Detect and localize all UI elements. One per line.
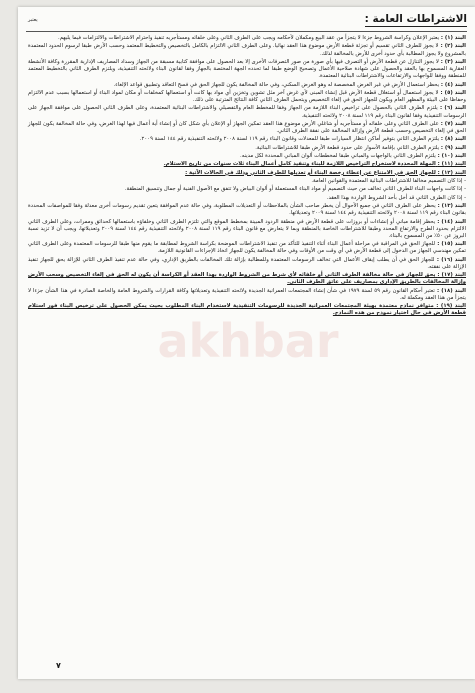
list-item: - إذا كان التصميم مخالفا للاشتراطات البنائية المعتمدة والقوانين العامة. [311, 178, 466, 185]
list-item: - إذا كانت واجهات البناء للطرف الثاني تخالف من حيث التصميم أو مواد البناء المستعملة أو ألوان البياض ولا تتفق مع الأصول الفنية أو جمال وتنسيق المنطقة. [124, 186, 466, 193]
clause-4: البند (٤) :يحظر استعمال الأرض في غير الغرض المخصصة له وهو الغرض السكني، وفي حالة المخالفة يكون للجهاز الحق في فسخ التعاقد وتطبيق قواعد الإلغاء. [113, 81, 466, 88]
clause-1: البند (١) :يعتبر الإعلان وكراسة الشروط جزءا لا يتجزأ من عقد البيع ومكملان لأحكامه ويجب على الطرف الثاني وعلى خلفائه ومستأجريه تنفيذ واحترام الاشتراطات والالتزامات فيما يليهم. [58, 35, 466, 41]
clause-17: البند (١٧) :يحق للجهاز في حالة مخالفة الطرف الثاني أو خلفائه لأي شرط من الشروط الواردة بهذا العقد أو الكراسة أن يكون له الحق في إلغاء التخصيص وسحب الأرض وإزالة المخالفات بالطريق الإداري بمصاريف على عاتق الطرف الثاني. [28, 272, 466, 286]
section-title: الاشتراطات العامة : [364, 13, 467, 25]
clause-18: البند (١٨) :تعتبر أحكام القانون رقم ٥٩ لسنة ١٩٧٩ في شأن إنشاء المجتمعات العمرانية الجديدة ولائحته التنفيذية وتعديلاتها وكافة القرارات والشروط العامة والخاصة الصادرة في هذا الشأن جزءا لا يتجزأ من هذا العقد ومكملة له. [28, 287, 466, 301]
clause-7: البند (٧) :على الطرف الثاني وعلى خلفائه أو مستأجريه أو شاغلي الأرض موضوع هذا العقد تمكين الجهاز أو الإعلان بأي شكل كان أو إنشاء أية أعمال فيها لهذا الغرض، وفي حالة المخالفة يكون للجهاز الحق في إلغاء التخصيص وحسب قطعة الأرض وإزالة المخالفة على نفقة الطرف الثاني. [28, 120, 466, 134]
clause-10: البند (١٠) :يلتزم الطرف الثاني بالواجهات والمباني طبقا لمخططات ألوان المباني المحددة لكل مدينه. [240, 153, 466, 160]
clause-8: البند (٨) :يلتزم الطرف الثاني بتوفير أماكن انتظار السيارات طبقا للمعدلات وقانون البناء رقم ١١٩ لسنة ٢٠٠٨ ولائحته التنفيذية رقم ١٤٤ لسنة ٢٠٠٩. [139, 136, 466, 143]
clause-14: البند (١٤) :يحظر إقامة مباني أو إنشاءات أو بروزات على قطعة الأرض في منطقة الردود المبينة بمخطط الموقع والتي تلتزم الطرف الثاني وخلفاؤه باستعمالها كحدائق وممرات، وعلى الطرف الثاني الالتزام بحدود الطرح والارتفاع المحدد وطبقا للاشتراطات الخاصة بالمنطقة وبما لا يتعارض مع قانون البناء رقم ١١٩ لسنة ٢٠٠٨ ولائحته التنفيذية رقم ١٤٤ لسنة ٢٠٠٩ وتعديلاتها، ويجب أن لا تزيد نسبة البروز عن ٥٠٪ من المسموح بالبناء. [28, 218, 466, 239]
clause-5: البند (٥) :لا يجوز استعمال أو استغلال قطعة الأرض قبل إنشاء المبنى لأي غرض آخر مثل تشوين وتخزين أي مواد بها كانت أو استعمالها كمخلفات أو مكان لمواد البناء أو استعمالها بسبب عدم الالتزام وحفاظا على البيئة والمظهر العام ويكون للجهاز الحق في إلغاء التخصيص ويتحمل الطرف الثاني كافة النتائج المترتبة على ذلك. [28, 89, 466, 103]
document-page [18, 7, 475, 679]
document-body [18, 35, 475, 318]
corner-mark: يعتبر [28, 17, 38, 23]
clause-19: البند (١٩) :متوافر نماذج معتمدة بهيئة المجتمعات العمرانية الجديدة للرسومات التنفيذية لاستخدام البناء المطلوب بحيث يمكن الحصول على ترخيص البناء فور استلام قطعة الأرض في حال اختيار نموذج من هذه النماذج. [28, 303, 466, 317]
clause-15: البند (١٥) :للجهاز الحق في المراقبة في مراحلة أعمال البناء أثناء التنفيذ للتأكد من تنفيذ الاشتراطات الموضحة بكراسة الشروط لمطابقة ما يقوم منها طبقا للرسومات المعتمدة وعلى الطرف الثاني تمكين مهندسي الجهاز من الدخول إلى قطعة الأرض في أي وقت من الأوقات وفي حالة المخالفة يكون للجهاز اتخاذ الإجراءات القانونية اللازمة. [28, 241, 466, 255]
clause-6: البند (٦) :يلتزم الطرف الثاني بالحصول على تراخيص البناء اللازمة من الجهاز وفقا للمخطط العام والتفصيلي والاشتراطات البنائية المعتمدة، وعلى الطرف الثاني الحصول على موافقة الجهاز على الرسومات التنفيذية وفقا لقانون البناء رقم ١١٩ لسنة ٢٠٠٨ ولائحته التنفيذية. [28, 105, 466, 119]
clause-9: البند (٩) :يلتزم الطرف الثاني بإقامة الأسوار على حدود قطعة الأرض طبقا للاشتراطات البنائية. [255, 144, 466, 151]
clause-12: البند (١٢) :للجهاز الحق في الامتناع عن إعطاء رخصة البناء أو تعديلها للطرف الثاني وذلك في الحالات الآتية : [185, 169, 466, 176]
clause-3: البند (٣) :لا يجوز التنازل عن قطعة الأرض أو التصرف فيها بأي صورة من صور التصرفات الأخرى إلا بعد الحصول على موافقة كتابية مسبقة من الجهاز وسداد المصاريف الإدارية المقررة وكافة الأنشطة العقارية المسموح بها بالعقد والحصول على شهادة صلاحية الأعمال وتصحيح الوضع طبقا لما تحدده الجهة المختصة بالجهاز وفقا لقانون البناء ولائحته التنفيذية، ويلتزم الطرف الثاني بالتخطيط المعتمد للمنطقة ووفقا للواجهات والارتفاعات والاشتراطات البنائية المعتمدة. [28, 58, 466, 80]
header-divider [26, 31, 467, 32]
page-number: ٧ [56, 661, 61, 670]
clause-11: البند (١١) :المهلة المحددة لاستخراج التراخيص اللازمة للبناء وتنفيذ كامل أعمال البناء ثلاث سنوات من تاريخ الاستلام. [163, 161, 466, 168]
clause-13: البند (١٣) :يحظر على الطرف الثاني في جميع الأحوال أن يخطر صاحب الشأن بالملاحظات أو التعديلات المطلوبة، وفي حالة عدم الموافقة يتعين تقديم رسومات أخرى معدلة وفقا للمواصفات المحددة بقانون البناء رقم ١١٩ لسنة ٢٠٠٨ ولائحته التنفيذية رقم ١٤٤ لسنة ٢٠٠٩ وتعديلاتها. [28, 203, 466, 217]
clause-16: البند (١٦) :للجهاز الحق في أن يطلب إيقاف الأعمال التي تخالف الرسومات المعتمدة وللمطالبة بإزالة تلك المخالفات بالطريق الإداري، وفي حالة عدم تنفيذ الطرف الثاني للإزالة يحق للجهاز تنفيذ الإزالة على نفقته. [28, 256, 466, 270]
svg-text:akhbar: akhbar [157, 314, 339, 368]
clause-2: البند (٢) :لا يجوز للطرف الثاني تقسيم أو تجزئة قطعة الأرض موضوع هذا العقد نهائيا. وعلى الطرف الثاني الالتزام بالكامل بالتخصيص والتخطيط المعتمد وحسب الأرض طبقا لرسوم الحدود المعتمدة بالمشروع ولا يجوز المطالبة بأي حدود أخرى للأرض بالمخالفة لذلك. [28, 43, 466, 57]
list-item: - إذا كان الطرف الثاني قد أخل بأحد الشروط الواردة بهذا العقد. [326, 194, 466, 201]
document-header [18, 7, 475, 29]
